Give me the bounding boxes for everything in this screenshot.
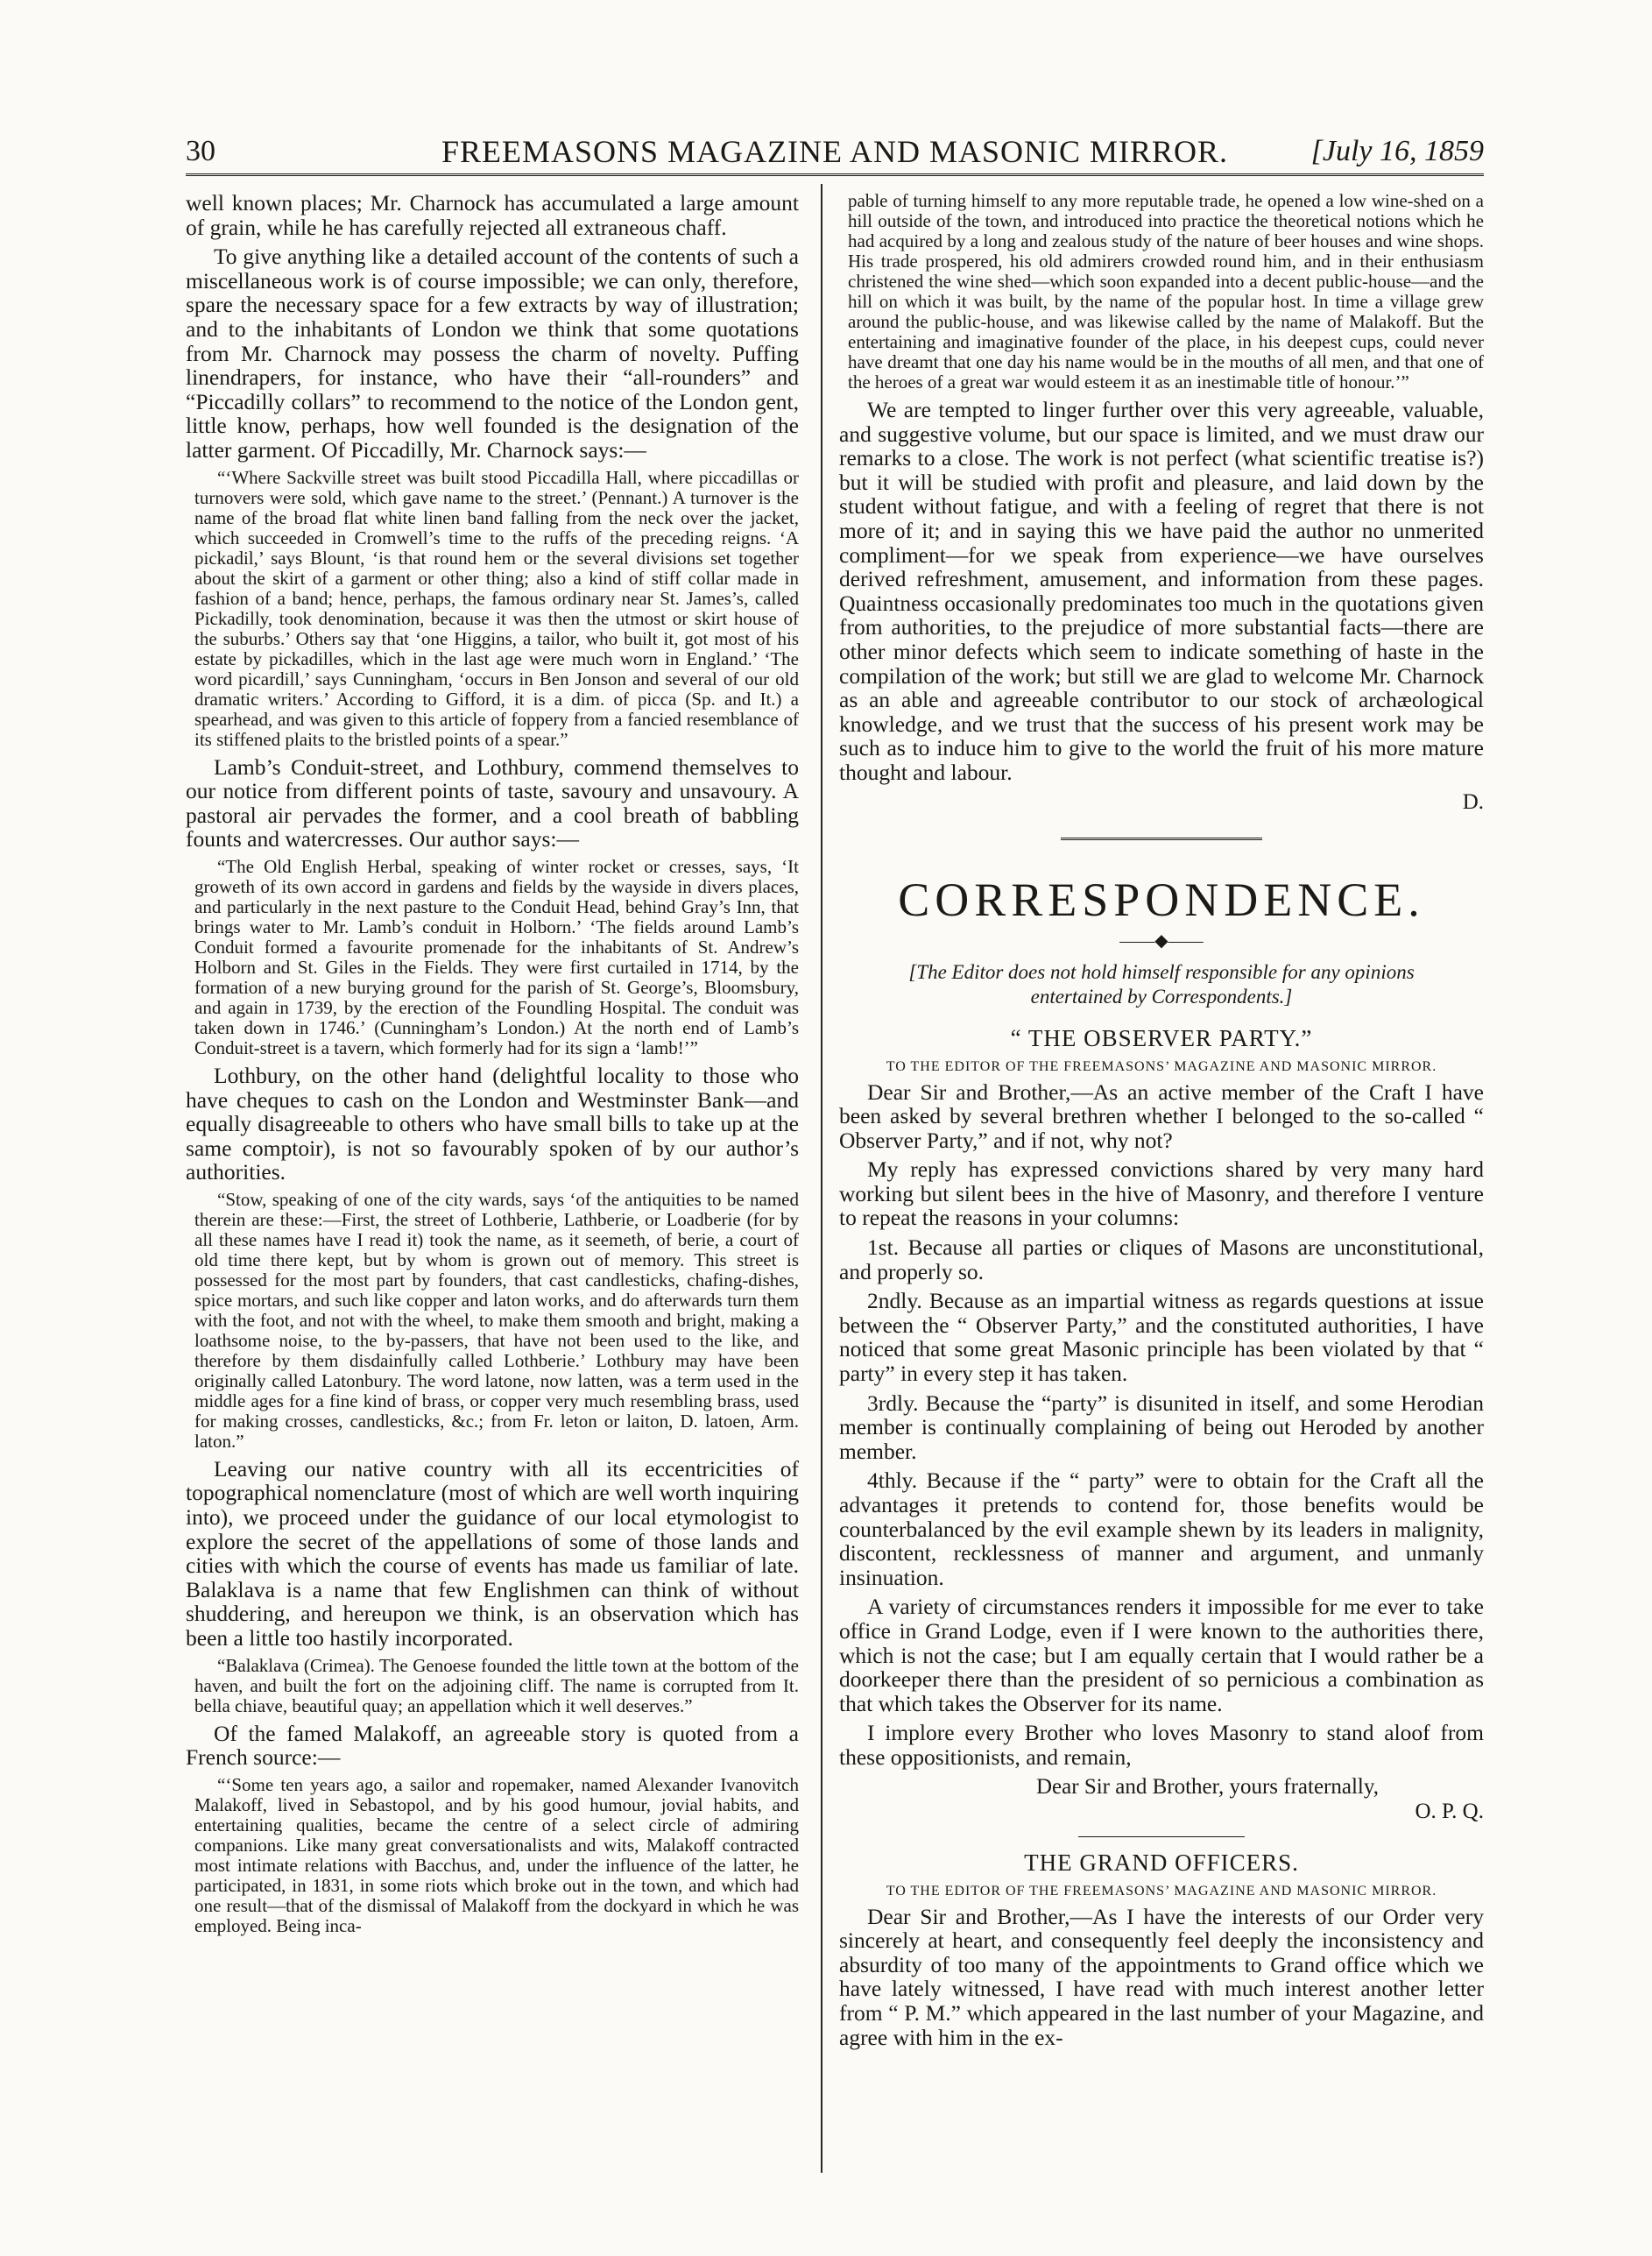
section-title: CORRESPONDENCE.: [898, 873, 1425, 926]
quotation-piccadilly: “‘Where Sackville street was built stood Piccadilla Hall, where piccadillas or turnovers were sold, which gave name to the street.’ (Pennant.) A turnover is the name of the broad flat white linen band falling from the neck over the jacket, which succeeded in Cromwell’s time to the ruffs of the preceding reigns. ‘A pickadil,’ says Blount, ‘is that round hem or the several divisions set together about the skirt of a garment or other thing; also a kind of stiff collar made in fashion of a band; hence, perhaps, the famous ordinary near St. James’s, called Pickadilly, took denomination, because it was then the utmost or skirt house of the suburbs.’ Others say that ‘one Higgins, a tailor, who built it, got most of his estate by pickadilles, which in the last age were much worn in England.’ ‘The word picardill,’ says Cunningham, ‘occurs in Ben Jonson and several of our old dramatic writers.’ According to Gifford, it is a dim. of picca (Sp. and It.) a spearhead, and was given to this article of foppery from a fancied resemblance of its stiffened plaits to the bristled points of a spear.”: [194, 466, 799, 750]
paragraph: Lamb’s Conduit-street, and Lothbury, commend themselves to our notice from different points of taste, savoury and unsavoury. A pastoral air pervades the former, and a cool breath of babbling founts and watercresses. Our author says:—: [186, 753, 799, 852]
left-column: [186, 191, 799, 2171]
letter-addressee: TO THE EDITOR OF THE FREEMASONS’ MAGAZINE AND MASONIC MIRROR.: [886, 1883, 1437, 1899]
letter-title: THE GRAND OFFICERS.: [1024, 1849, 1299, 1876]
letter-paragraph: 4thly. Because if the “ party” were to obtain for the Craft all the advantages it pretends to contend for, those benefits would be counterbalanced by the evil example shewn by its leaders in malignity, discontent, recklessness of manner and argument, and unmanly insinuation.: [839, 1467, 1484, 1590]
right-column: [839, 191, 1484, 2171]
paragraph: Lothbury, on the other hand (delightful locality to those who have cheques to cash on the London and Westminster Bank—and equally disagreeable to others who have small bills to take up at the same comptoir), is not so favourably spoken of by our author’s authorities.: [186, 1062, 799, 1185]
letter-paragraph: Dear Sir and Brother,—As I have the interests of our Order very sincerely at heart, and consequently feel deeply the inconsistency and absurdity of too many of the appointments to Grand office which we have lately witnessed, I have read with much interest another letter from “ P. M.” which appeared in the last number of your Magazine, and agree with him in the ex-: [839, 1903, 1484, 2050]
letter-title: “ THE OBSERVER PARTY.”: [1010, 1024, 1313, 1051]
paragraph: Of the famed Malakoff, an agreeable story is quoted from a French source:—: [186, 1720, 799, 1771]
letter-paragraph: 3rdly. Because the “party” is disunited in itself, and some Herodian member is continually complaining of being out Heroded by another member.: [839, 1390, 1484, 1464]
letter-signature: O. P. Q.: [1415, 1799, 1484, 1823]
editor-disclaimer: [The Editor does not hold himself responsible for any opinions entertained by Correspondents.]: [908, 960, 1415, 1008]
letter-paragraph: A variety of circumstances renders it impossible for me ever to take office in Grand Lodge, even if I were known to the authorities there, which is not the case; but I am equally certain that I would rather be a doorkeeper there than the president of so pernicious a combination as that which takes the Observer for its name.: [839, 1594, 1484, 1716]
section-divider: [1061, 838, 1262, 844]
quotation-lothbury: “Stow, speaking of one of the city wards, says ‘of the antiquities to be named therein are these:—First, the street of Lothberie, Lathberie, or Loadberie (for by all these names have I read it) took the name, as it seemeth, of berie, a court of old time there kept, but by whom is grown out of memory. This street is possessed for the most part by founders, that cast candlesticks, chafing-dishes, spice mortars, and such like copper and laton works, and do afterwards turn them with the foot, and not with the wheel, to make them smooth and bright, making a loathsome noise, to the by-passers, that have not been used to the like, and therefore by them disdainfully called Lothberie.’ Lothbury may have been originally called Latonbury. The word latone, now latten, was a term used in the middle ages for a fine kind of brass, or copper very much resembling brass, used for making crosses, candlesticks, &c.; from Fr. leton or laiton, D. latoen, Arm. laton.”: [194, 1188, 799, 1452]
letter-paragraph: 1st. Because all parties or cliques of Masons are unconstitutional, and properly so.: [839, 1234, 1484, 1284]
letter-paragraph: I implore every Brother who loves Masonry to stand aloof from these oppositionists, and remain,: [839, 1720, 1484, 1770]
paragraph: To give anything like a detailed account of the contents of such a miscellaneous work is of course impossible; we can only, therefore, spare the necessary space for a few extracts by way of illustration; and to the inhabitants of London we think that some quotations from Mr. Charnock may possess the charm of novelty. Puffing linendrapers, for instance, who have their “all-rounders” and “Piccadilly collars” to recommend to the notice of the London gent, little know, perhaps, how well founded is the designation of the latter garment. Of Piccadilly, Mr. Charnock says:—: [186, 244, 799, 463]
review-closing-paragraph: We are tempted to linger further over this very agreeable, valuable, and suggestive volume, but our space is limited, and we must draw our remarks to a close. The work is not perfect (what scientific treatise is?) but it will be studied with profit and pleasure, and laid down by the student without fatigue, and with a feeling of regret that there is not more of it; and in saying this we have paid the author no unmerited compliment—for we speak from experience—we have ourselves derived refreshment, amusement, and information from these pages. Quaintness occasionally predominates too much in the quotations given from authorities, to the prejudice of more substantial facts—there are other minor defects which seem to indicate something of haste in the compilation of the work; but still we are glad to welcome Mr. Charnock as an able and agreeable contributor to our stock of archæological knowledge, and we trust that the success of his present work may be such as to induce him to give to the world the fruit of his more mature thought and labour.: [839, 397, 1484, 785]
paragraph: Leaving our native country with all its eccentricities of topographical nomenclature (most of which are well worth inquiring into), we proceed under the guidance of our local etymologist to explore the secret of the appellations of some of those lands and cities with which the course of events has made us familiar of late. Balaklava is a name that few Englishmen can think of without shuddering, and hereupon we think, is an observation which has been a little too hastily incorporated.: [186, 1455, 799, 1651]
page-header: [186, 130, 1484, 176]
letter-addressee: TO THE EDITOR OF THE FREEMASONS’ MAGAZINE AND MASONIC MIRROR.: [886, 1058, 1437, 1074]
article-separator: [1078, 1836, 1245, 1837]
ornament-rule: ——◆——: [1119, 930, 1204, 951]
page-number: 30: [186, 135, 215, 167]
letter-paragraph: My reply has expressed convictions shared by very many hard working but silent bees in the hive of Masonry, and therefore I venture to repeat the reasons in your columns:: [839, 1156, 1484, 1231]
letter-paragraph: Dear Sir and Brother,—As an active member of the Craft I have been asked by several brethren whether I belonged to the so-called “ Observer Party,” and if not, why not?: [839, 1078, 1484, 1153]
quotation-malakoff: “‘Some ten years ago, a sailor and ropemaker, named Alexander Ivanovitch Malakoff, lived in Sebastopol, and by his good humour, jovial habits, and entertaining qualities, became the centre of a select circle of admiring companions. Like many great conversationalists and wits, Malakoff contracted most intimate relations with Bacchus, and, under the influence of the latter, he participated, in 1831, in some riots which broke out in the town, and which had one result—that of the dismissal of Malakoff from the dockyard in which he was employed. Being inca-: [194, 1773, 799, 1936]
letter-closing: Dear Sir and Brother, yours fraternally,: [1036, 1774, 1379, 1799]
column-divider: [821, 184, 822, 2173]
magazine-title: FREEMASONS MAGAZINE AND MASONIC MIRROR.: [441, 134, 1229, 169]
quotation-lambs-conduit: “The Old English Herbal, speaking of winter rocket or cresses, says, ‘It groweth of its own accord in gardens and fields by the wayside in divers places, and particularly in the next pasture to the Conduit Head, behind Gray’s Inn, that brings water to Mr. Lamb’s conduit in Holborn.’ ‘The fields around Lamb’s Conduit formed a favourite promenade for the inhabitants of St. Andrew’s Holborn and St. Giles in the Fields. They were first curtailed in 1714, by the formation of a new burying ground for the parish of St. George’s, Bloomsbury, and again in 1739, by the erection of the Foundling Hospital. The conduit was taken down in 1746.’ (Cunningham’s London.) At the north end of Lamb’s Conduit-street is a tavern, which formerly had for its sign a ‘lamb!’”: [194, 855, 799, 1058]
issue-date: [July 16, 1859: [1310, 135, 1484, 167]
review-signature: D.: [1462, 789, 1484, 814]
letter-paragraph: 2ndly. Because as an impartial witness as regards questions at issue between the “ Observer Party,” and the constituted authorities, I have noticed that some great Masonic principle has been violated by that “ party” in every step it has taken.: [839, 1288, 1484, 1387]
paragraph: well known places; Mr. Charnock has accumulated a large amount of grain, while he has carefully rejected all extraneous chaff.: [186, 191, 799, 240]
quotation-malakoff-continued: pable of turning himself to any more reputable trade, he opened a low wine-shed on a hill outside of the town, and introduced into practice the theoretical notions which he had acquired by a long and zealous study of the nature of beer houses and wine shops. His trade prospered, his old admirers crowded round him, and in their enthusiasm christened the wine shed—which soon expanded into a decent public-house—and the hill on which it was built, by the name of the popular host. In time a village grew around the public-house, and was likewise called by the name of Malakoff. But the entertaining and imaginative founder of the place, in his deepest cups, could never have dreamt that one day his name would be in the mouths of all men, and that one of the heroes of a great war would esteem it as an inestimable title of honour.’”: [848, 191, 1484, 393]
quotation-balaklava: “Balaklava (Crimea). The Genoese founded the little town at the bottom of the haven, and built the fort on the adjoining cliff. The name is corrupted from It. bella chiave, beautiful quay; an appellation which it well deserves.”: [194, 1654, 799, 1716]
